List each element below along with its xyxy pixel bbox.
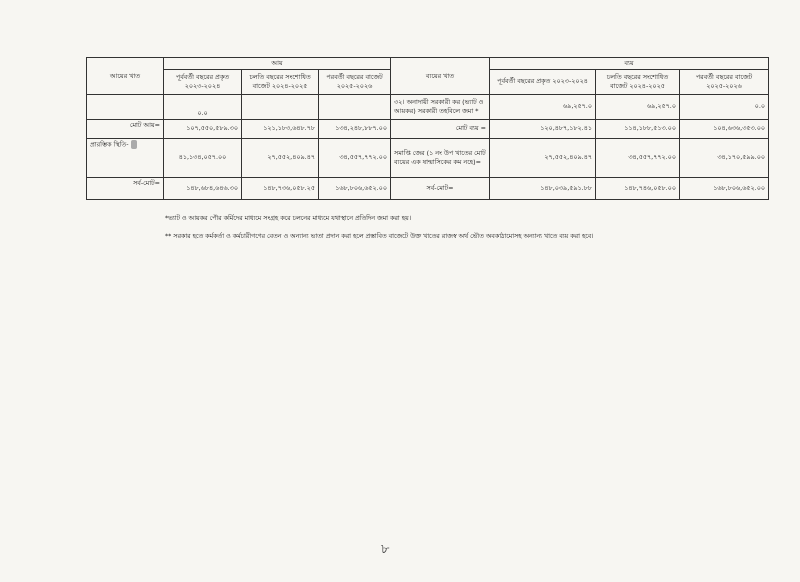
expense-value-cell: ১২০,৪৮৭,১৮২.৪১ — [490, 119, 596, 138]
expense-label-cell: মোট ব্যয় = — [391, 119, 490, 138]
expense-head-label: ব্যয়ের খাত — [391, 58, 490, 95]
income-value-cell — [319, 94, 391, 119]
income-value-cell: ১৪৮,৬৮৪,৬৪৬.৩০ — [164, 177, 242, 199]
income-value-cell: ১৪৮,৭৩৬,০৫৮.২৫ — [242, 177, 319, 199]
expense-value-cell: ১৪৮,৭৪৬,০৫৮.০০ — [596, 177, 680, 199]
income-value-cell: ১৩৪,২৪৮,৮৮৭.০০ — [319, 119, 391, 138]
income-head-label: আয়ের খাত — [87, 58, 164, 95]
income-label-cell: সর্ব-মোট= — [87, 177, 164, 199]
income-label-cell — [87, 138, 164, 177]
expense-value-cell: ২৭,৫৫২,৪০৯.৪৭ — [490, 138, 596, 177]
expense-value-cell: ৬৯,২৫৭.০ — [596, 94, 680, 119]
income-value-cell: ৪১,১৩৪,০৫৭.০০ — [164, 138, 242, 177]
income-label-cell: মোট আয়= — [87, 119, 164, 138]
income-header: আয় — [164, 58, 391, 70]
footnote-salary: ** সরকার হতে কর্মকর্তা ও কর্মচারীগণের বেতন ও অন্যান্য ভাতা প্রদান করা হলে প্রস্তাবিত বাজেটে উক্ত খাতের রাজস্ব অর্থ ভৌত অবকাঠামোসহ অন্যান্য খাতে ব্যয় করা হবে। — [165, 233, 594, 241]
expense-value-cell: ৬৯,২৫৭.০ — [490, 94, 596, 119]
expense-col-next-budget: পরবর্তী বছরের বাজেট ২০২৫-২০২৬ — [680, 69, 769, 94]
expense-col-prev-actual: পূর্ববর্তী বছরের প্রকৃত ২০২৩-২০২৪ — [490, 69, 596, 94]
expense-label-cell: ৩২। অনাদায়ী সরকারী কর (ভ্যাট ও আয়কর) সরকারী তহবিলে জমা * — [391, 94, 490, 119]
income-value-cell: ১২১,১৮৩,৬৪৮.৭৮ — [242, 119, 319, 138]
expense-value-cell: ১৬৮,৮০৬,৬৫২.০০ — [680, 177, 769, 199]
income-value-cell — [242, 94, 319, 119]
expense-value-cell: ১৪৮,০৩৯,৫৯১.৮৮ — [490, 177, 596, 199]
income-value-cell: ১৬৮,৮০৬,৬৫২.০০ — [319, 177, 391, 199]
table-row — [87, 177, 769, 199]
table-row — [87, 138, 769, 177]
expense-value-cell: ৩৪,৫৫৭,৭৭২.০০ — [596, 138, 680, 177]
footnotes — [165, 214, 594, 250]
income-col-next-budget: পরবর্তী বছরের বাজেট ২০২৫-২০২৬ — [319, 69, 391, 94]
expense-value-cell: ১০৪,৬৩৬,৩৫৩.০০ — [680, 119, 769, 138]
income-value-cell: ০.০ — [164, 94, 242, 119]
expense-value-cell: ৩৪,১৭০,৫৯৯.০০ — [680, 138, 769, 177]
expense-col-current-revised: চলতি বছরের সংশোধিত বাজেট ২০২৪-২০২৫ — [596, 69, 680, 94]
page-number: ৮ — [381, 542, 390, 557]
table-row — [87, 94, 769, 119]
expense-value-cell: ১১৪,১৮৮,৫১৩.০০ — [596, 119, 680, 138]
expense-header: ব্যয় — [490, 58, 769, 70]
income-value-cell: ৩৪,৫৫৭,৭৭২.০০ — [319, 138, 391, 177]
opening-balance-label: প্রারম্ভিক স্থিতি- — [90, 140, 129, 149]
income-value-cell: ১০৭,৫৫০,৫৮৯.৩০ — [164, 119, 242, 138]
table-row — [87, 119, 769, 138]
expense-label-cell: সমাপ্তি জের (১ নং উপ খাতের মোট ব্যয়ের এক ষান্মাসিকের কম নহে)= — [391, 138, 490, 177]
ink-mark-icon — [131, 140, 137, 149]
income-col-prev-actual: পূর্ববর্তী বছরের প্রকৃত ২০২৩-২০২৪ — [164, 69, 242, 94]
expense-label-cell: সর্ব-মোট= — [391, 177, 490, 199]
income-col-current-revised: চলতি বছরের সংশোধিত বাজেট ২০২৪-২০২৫ — [242, 69, 319, 94]
income-value-cell: ২৭,৫৫২,৪০৯.৪৭ — [242, 138, 319, 177]
footnote-vat: *ভ্যাট ও আয়কর পৌর কর্মিদের মাধ্যমে সংগ্রহ করে চলনের মাধ্যমে যথাস্থানে প্রতিদিন জমা করা হয়। — [165, 215, 411, 222]
expense-value-cell: ০.০ — [680, 94, 769, 119]
income-label-cell — [87, 94, 164, 119]
budget-table — [86, 57, 769, 200]
